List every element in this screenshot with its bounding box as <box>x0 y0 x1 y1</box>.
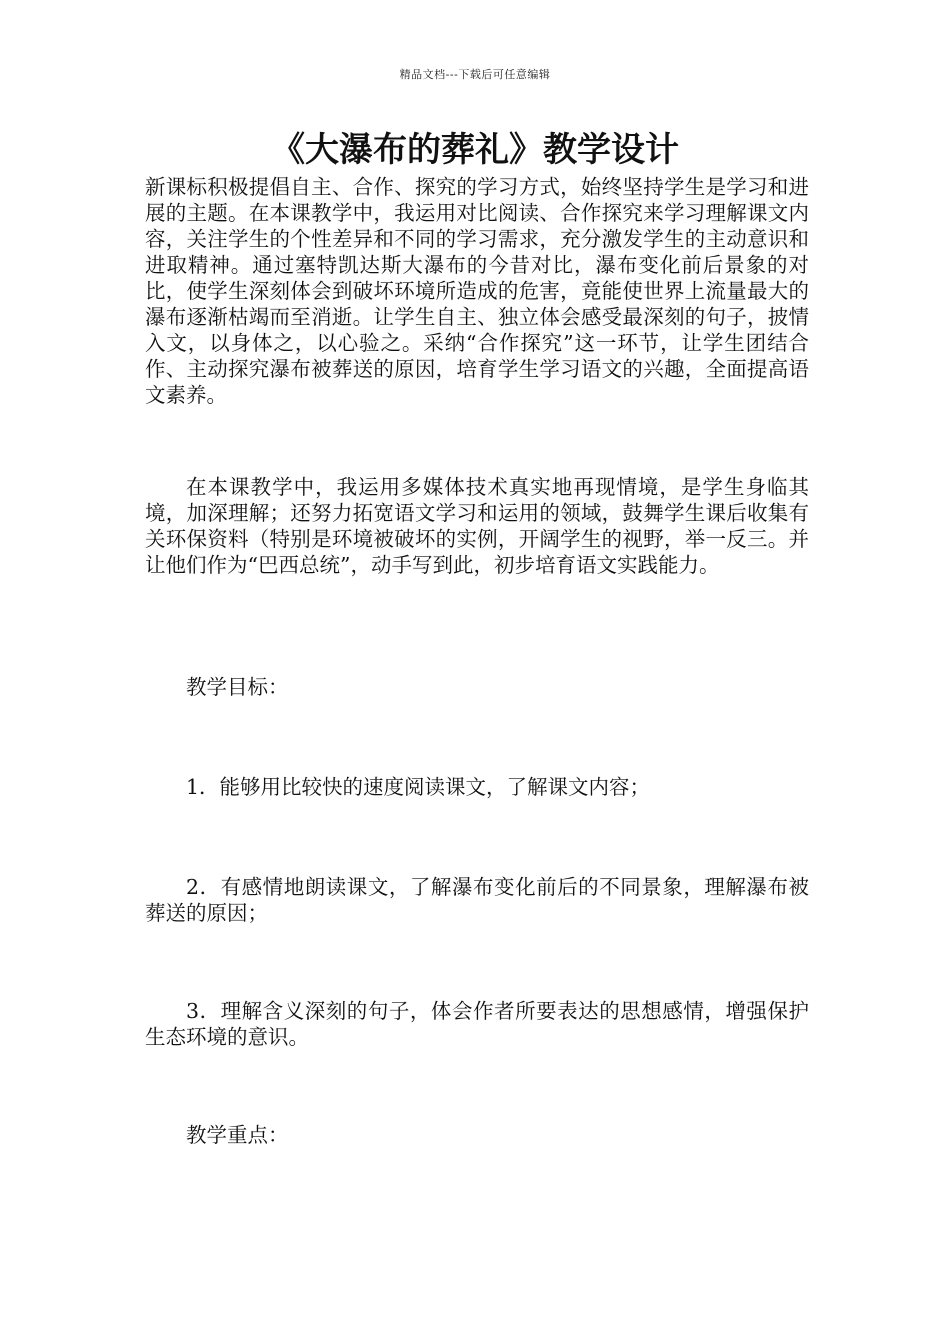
goal-item-2: 2．有感情地朗读课文，了解瀑布变化前后的不同景象，理解瀑布被葬送的原因； <box>145 875 809 925</box>
goal-item-1: 1．能够用比较快的速度阅读课文，了解课文内容； <box>186 775 651 799</box>
teaching-focus-heading: 教学重点： <box>186 1123 289 1147</box>
document-title: 《大瀑布的葬礼》教学设计 <box>271 130 679 170</box>
page-header-note: 精品文档---下载后可任意编辑 <box>399 68 551 81</box>
intro-paragraph: 新课标积极提倡自主、合作、探究的学习方式，始终坚持学生是学习和进展的主题。在本课教学中，我运用对比阅读、合作探究来学习理解课文内容，关注学生的个性差异和不同的学习需求，充分激发学生的主动意识和进取精神。通过塞特凯达斯大瀑布的今昔对比，瀑布变化前后景象的对比，使学生深刻体会到破坏环境所造成的危害，竟能使世界上流量最大的瀑布逐渐枯竭而至消逝。让学生自主、独立体会感受最深刻的句子，披情入文，以身体之，以心验之。采纳“合作探究”这一环节，让学生团结合作、主动探究瀑布被葬送的原因，培育学生学习语文的兴趣，全面提高语文素养。 <box>145 175 809 407</box>
goal-item-3: 3．理解含义深刻的句子，体会作者所要表达的思想感情，增强保护生态环境的意识。 <box>145 999 809 1049</box>
teaching-goals-heading: 教学目标： <box>186 675 289 699</box>
multimedia-paragraph: 在本课教学中，我运用多媒体技术真实地再现情境，是学生身临其境，加深理解；还努力拓宽语文学习和运用的领域，鼓舞学生课后收集有关环保资料（特别是环境被破坏的实例，开阔学生的视野，举一反三。并让他们作为“巴西总统”，动手写到此，初步培育语文实践能力。 <box>145 475 809 577</box>
